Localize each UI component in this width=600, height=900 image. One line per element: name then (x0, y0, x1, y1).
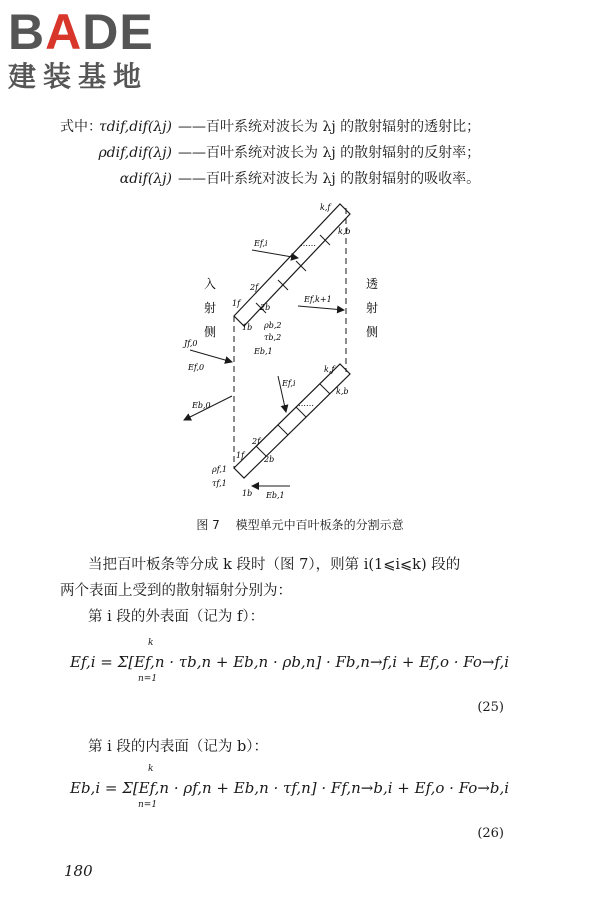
label-tau-f1: τf,1 (212, 479, 227, 488)
sum-lower-limit: n=1 (138, 800, 158, 810)
svg-text:入: 入 (204, 277, 217, 291)
svg-text:侧: 侧 (366, 325, 379, 339)
label-Ef-i: Ef,i (254, 239, 268, 248)
definition-text: ——百叶系统对波长为 λj 的散射辐射的透射比； (178, 119, 481, 135)
label-kb-bottom: k,b (336, 387, 349, 396)
equation-body: Ef,i = Σ[Ef,n · τb,n + Eb,n · ρb,n] · Fb,n→f,i + Ef,o · Fo→f,i (70, 653, 510, 671)
paragraph-line: 当把百叶板条等分成 k 段时（图 7），则第 i(1⩽i⩽k) 段的 (88, 557, 461, 573)
symbol-definitions (60, 114, 480, 192)
label-Ef-mid: Ef,i (282, 379, 296, 388)
label-1f: 1f (232, 299, 241, 308)
sum-upper-limit: k (148, 764, 154, 774)
svg-text:射: 射 (204, 301, 217, 315)
arrow-Ef-i (252, 250, 298, 258)
figure-title: 模型单元中百叶板条的分割示意 (235, 518, 404, 532)
logo-brand-sub: 建装基地 (8, 60, 149, 93)
equation-26 (70, 778, 530, 797)
inner-surface-label: 第 i 段的内表面（记为 b）： (88, 739, 268, 755)
label-Eb-1-bottom: Eb,1 (266, 491, 285, 500)
transmit-side-label (366, 277, 378, 339)
label-rho-f1: ρf,1 (212, 465, 228, 474)
arrow-Ef-k1 (298, 306, 344, 310)
louver-model-diagram (170, 196, 410, 502)
label-kf-bottom: k,f (324, 365, 335, 374)
svg-text:透: 透 (366, 277, 379, 291)
definition-lead: 式中： (60, 119, 102, 135)
top-slat (234, 204, 350, 326)
label-tau-b2: τb,2 (264, 333, 282, 342)
label-1f-bottom: 1f (236, 451, 245, 460)
incident-side-label (204, 277, 216, 339)
label-dots-top: …… (300, 239, 316, 248)
label-rho-b2: ρb,2 (264, 321, 282, 330)
sum-upper-limit: k (148, 638, 154, 648)
definition-symbol: τdif,dif(λj) (98, 119, 172, 135)
arrow-Jf-0 (190, 350, 232, 362)
brand-logo (8, 6, 178, 96)
definition-row (60, 140, 480, 166)
svg-text:侧: 侧 (204, 325, 217, 339)
label-Ef-0: Ef,0 (188, 363, 205, 372)
paragraph-line: 两个表面上受到的散射辐射分别为： (60, 583, 292, 599)
definition-text: ——百叶系统对波长为 λj 的散射辐射的反射率； (178, 145, 481, 161)
label-2f: 2f (250, 283, 259, 292)
equation-25 (70, 652, 530, 671)
label-Ef-k1: Ef,k+1 (304, 295, 332, 304)
page-number: 180 (64, 862, 93, 880)
definition-row (60, 166, 480, 192)
label-Eb-0: Eb,0 (192, 401, 211, 410)
svg-text:射: 射 (366, 301, 379, 315)
label-2f-bottom: 2f (252, 437, 261, 446)
diagram-labels (182, 203, 351, 500)
definition-symbol: ρdif,dif(λj) (98, 145, 172, 161)
figure-caption (0, 516, 600, 533)
sum-lower-limit: n=1 (138, 674, 158, 684)
logo-brand-main: BADE (8, 4, 154, 60)
definition-text: ——百叶系统对波长为 λj 的散射辐射的吸收率。 (178, 171, 481, 187)
definition-symbol: αdif(λj) (119, 171, 172, 187)
label-1b-bottom: 1b (242, 489, 253, 498)
label-Jf-0: Jf,0 (184, 339, 198, 348)
label-1b: 1b (242, 323, 253, 332)
label-2b-bottom: 2b (264, 455, 275, 464)
label-dots-bottom: …… (298, 399, 314, 408)
label-kb-top: k,b (338, 227, 351, 236)
label-Eb-1: Eb,1 (254, 347, 273, 356)
label-kf-top: k,f (320, 203, 331, 212)
figure-number: 图 7 (196, 518, 220, 532)
equation-number: (26) (477, 826, 504, 841)
equation-body: Eb,i = Σ[Ef,n · ρf,n + Eb,n · τf,n] · Ff,n→b,i + Ef,o · Fo→b,i (70, 779, 510, 797)
equation-number: (25) (477, 700, 504, 715)
outer-surface-label: 第 i 段的外表面（记为 f）： (88, 609, 265, 625)
label-2b: 2b (260, 303, 271, 312)
definition-row (60, 114, 480, 140)
